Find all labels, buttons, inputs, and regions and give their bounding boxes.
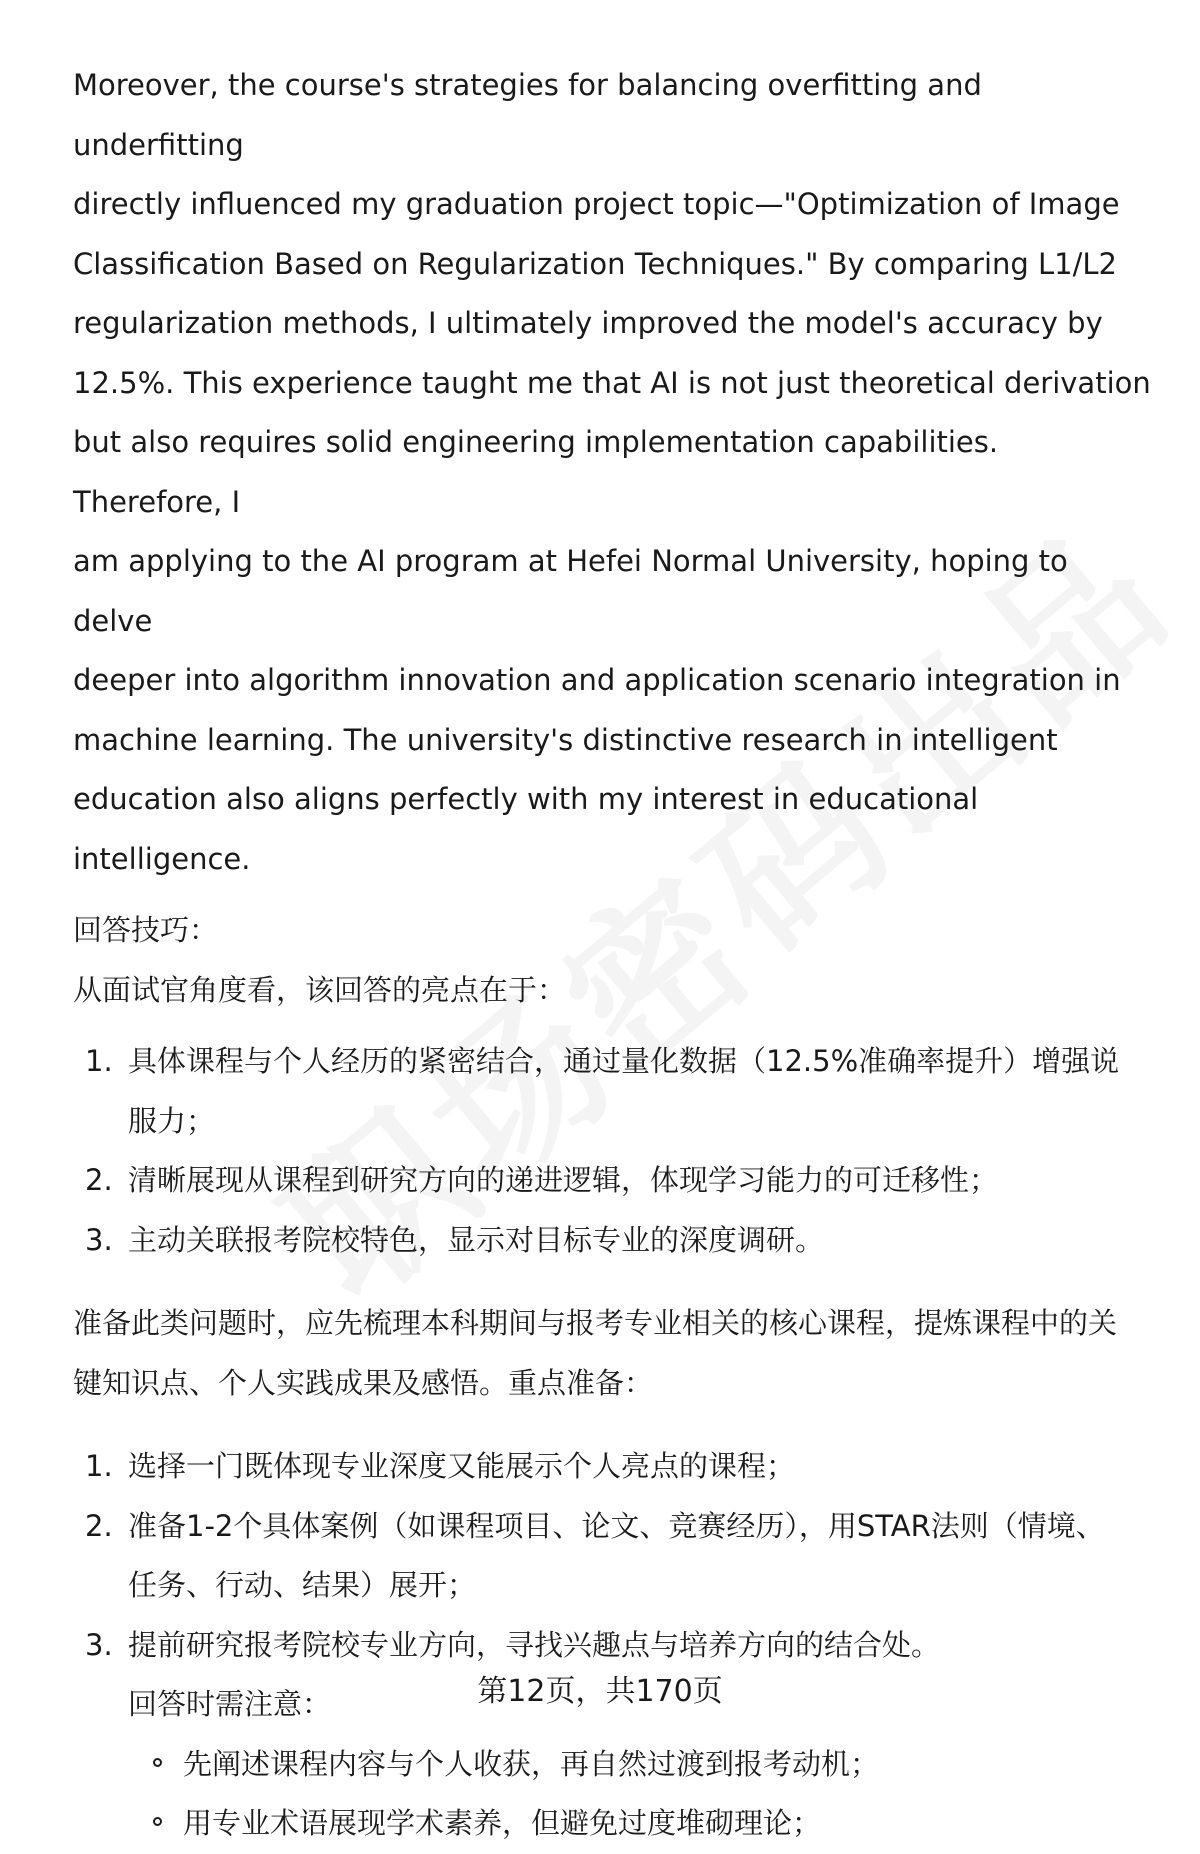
list-number: 1. bbox=[85, 1044, 113, 1078]
list-item bbox=[73, 1616, 1153, 1854]
text-line: 先阐述课程内容与个人收获，再自然过渡到报考动机； bbox=[183, 1746, 880, 1781]
list-number: 3. bbox=[85, 1222, 113, 1257]
page-footer: 第12页，共170页 bbox=[477, 1674, 723, 1709]
text-line: 键知识点、个人实践成果及感悟。重点准备： bbox=[73, 1365, 654, 1400]
text-line: 主动关联报考院校特色，显示对目标专业的深度调研。 bbox=[128, 1222, 825, 1257]
text-line: 准备1-2个具体案例（如课程项目、论文、竞赛经历），用STAR法则（情境、 bbox=[128, 1508, 1105, 1543]
prep-steps-list bbox=[73, 1437, 1153, 1854]
intro-paragraph bbox=[73, 56, 1153, 889]
list-item bbox=[128, 1794, 1153, 1854]
list-number: 1. bbox=[85, 1449, 113, 1483]
text-line: am applying to the AI program at Hefei Normal University, hoping to delve bbox=[73, 544, 1068, 638]
text-line: deeper into algorithm innovation and application scenario integration in bbox=[73, 663, 1121, 697]
list-item bbox=[73, 1497, 1153, 1616]
circle-bullet-icon bbox=[153, 1758, 162, 1767]
text-line: but also requires solid engineering implementation capabilities. Therefore, I bbox=[73, 425, 999, 519]
list-number: 2. bbox=[85, 1508, 113, 1543]
highlights-list bbox=[73, 1032, 1153, 1270]
text-line: 任务、行动、结果）展开； bbox=[128, 1568, 477, 1602]
text-line: 提前研究报考院校专业方向，寻找兴趣点与培养方向的结合处。 bbox=[128, 1627, 941, 1662]
text-line: 服力； bbox=[128, 1103, 216, 1138]
list-item bbox=[73, 1437, 1153, 1497]
list-item bbox=[73, 1032, 1153, 1151]
prep-paragraph bbox=[73, 1294, 1153, 1413]
text-line: 12.5%. This experience taught me that AI is not just theoretical derivation bbox=[73, 365, 1151, 400]
list-number: 3. bbox=[85, 1627, 113, 1662]
text-line: 准备此类问题时，应先梳理本科期间与报考专业相关的核心课程，提炼课程中的关 bbox=[73, 1306, 1118, 1340]
text-line: Moreover, the course's strategies for balancing overfitting and underfitting bbox=[73, 68, 982, 162]
notes-list bbox=[128, 1735, 1153, 1854]
tips-intro: 从面试官角度看，该回答的亮点在于： bbox=[73, 972, 567, 1007]
text-line: 具体课程与个人经历的紧密结合，通过量化数据（12.5%准确率提升）增强说 bbox=[128, 1044, 1120, 1078]
text-line: directly influenced my graduation project topic—"Optimization of Image bbox=[73, 187, 1120, 221]
text-line: education also aligns perfectly with my interest in educational intelligence. bbox=[73, 782, 979, 876]
list-item bbox=[73, 1151, 1153, 1211]
circle-bullet-icon bbox=[153, 1817, 162, 1826]
text-line: 用专业术语展现学术素养，但避免过度堆砌理论； bbox=[183, 1806, 822, 1840]
list-number: 2. bbox=[85, 1163, 113, 1197]
text-line: machine learning. The university's distinctive research in intelligent bbox=[73, 722, 1058, 757]
tips-heading: 回答技巧： bbox=[73, 913, 219, 947]
text-line: 选择一门既体现专业深度又能展示个人亮点的课程； bbox=[128, 1449, 796, 1483]
text-line: regularization methods, I ultimately improved the model's accuracy by bbox=[73, 306, 1103, 340]
document-page bbox=[73, 56, 1153, 1854]
text-line: 清晰展现从课程到研究方向的递进逻辑，体现学习能力的可迁移性； bbox=[128, 1163, 999, 1197]
text-line: 回答时需注意： bbox=[128, 1687, 332, 1721]
text-line: Classification Based on Regularization Techniques." By comparing L1/L2 bbox=[73, 246, 1117, 281]
list-item bbox=[73, 1211, 1153, 1271]
list-item bbox=[128, 1735, 1153, 1795]
